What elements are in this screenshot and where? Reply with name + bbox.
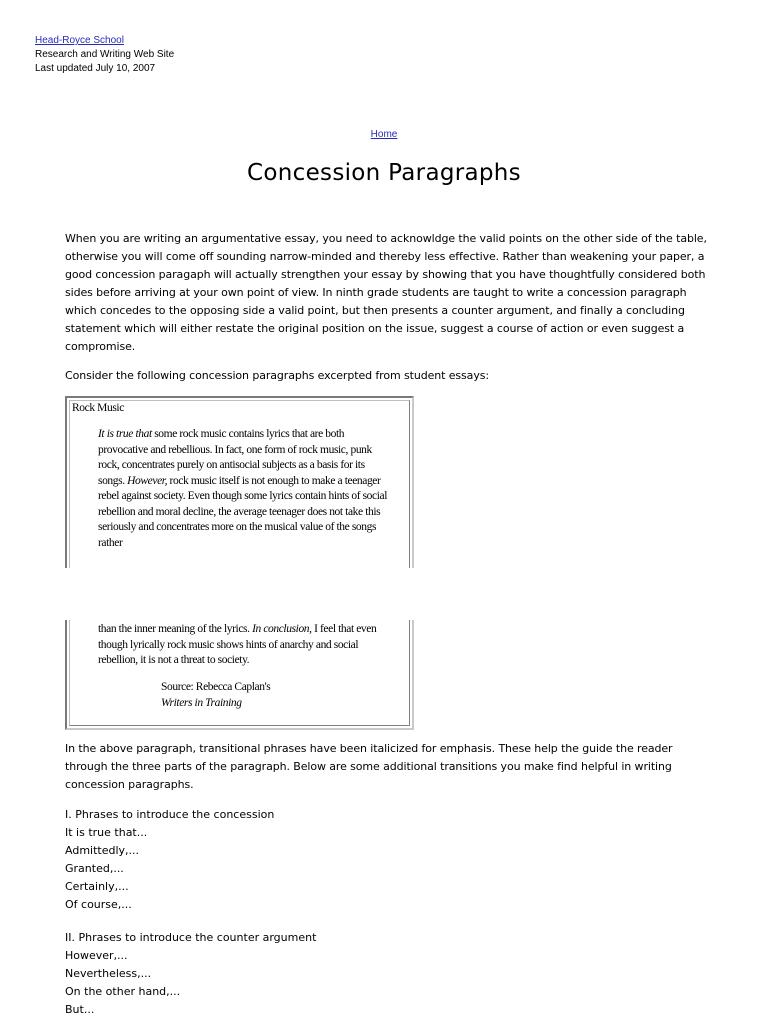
list-item: Nevertheless,... [65,967,152,980]
example-paragraph-part2 [98,622,388,669]
list-item: But... [65,1003,95,1016]
list-item: Admittedly,... [65,844,140,857]
list-item: Of course,... [65,898,132,911]
example-source [161,680,270,711]
example-text: than the inner meaning of the lyrics. [98,623,253,635]
list-item: However,... [65,949,128,962]
home-nav [0,129,768,141]
last-updated: Last updated July 10, 2007 [35,63,156,74]
consider-text: Consider the following concession paragraphs excerpted from student essays: [65,369,489,382]
source-title: Writers in Training [161,696,242,709]
list-item: Certainly,... [65,880,129,893]
transition-italic: However, [127,474,168,487]
site-header [35,34,174,76]
example-box-top [65,396,414,568]
source-label: Source: Rebecca Caplan's [161,681,271,693]
example-box-bottom [65,620,414,730]
example-text: some rock music contains lyrics that are both provocative and rebellious. In fact, one form of rock music, punk rock, concentrates purely on antisocial subjects as a basis for its songs. [98,428,372,487]
site-name: Research and Writing Web Site [35,49,175,60]
page-title: Concession Paragraphs [247,160,521,186]
example-heading: Rock Music [72,402,124,414]
school-link[interactable]: Head-Royce School [35,35,124,46]
counter-argument-phrases-list [65,929,316,1019]
intro-paragraph: When you are writing an argumentative essay, you need to acknowldge the valid points on the other side of the table, otherwise you will come off sounding narrow-minded and thereby less effective. Rather than weakening your paper, a good concession paragaph will actually strengthen your essay by showing that you have thoughtfully considered both sides before arriving at your own point of view. In ninth grade students are taught to write a concession paragraph which concedes to the opposing side a valid point, but then presents a counter argument, and finally a concluding statement which will either restate the original position on the issue, suggest a course of action or even suggest a compromise. [65,232,707,353]
concession-phrases-list [65,806,274,914]
list-heading: II. Phrases to introduce the counter argument [65,931,317,944]
example-text: rock music itself is not enough to make a teenager rebel against society. Even though some lyrics contain hints of social rebellion and moral decline, the average teenager does not take this seriously and concentrates more on the musical value of the songs rather [98,474,388,549]
list-item: Granted,... [65,862,124,875]
list-item: It is true that... [65,826,148,839]
after-paragraph: In the above paragraph, transitional phrases have been italicized for emphasis. These help the guide the reader through the three parts of the paragraph. Below are some additional transitions you make find helpful in writing concession paragraphs. [65,742,673,791]
example-text: I feel that even though lyrically rock music shows hints of anarchy and social rebellion, it is not a threat to society. [98,623,377,666]
home-link[interactable]: Home [370,129,398,140]
transition-italic: In conclusion, [252,623,312,635]
transition-italic: It is true that [98,428,152,440]
list-item: On the other hand,... [65,985,181,998]
list-heading: I. Phrases to introduce the concession [65,808,275,821]
example-paragraph-part1 [98,427,388,551]
